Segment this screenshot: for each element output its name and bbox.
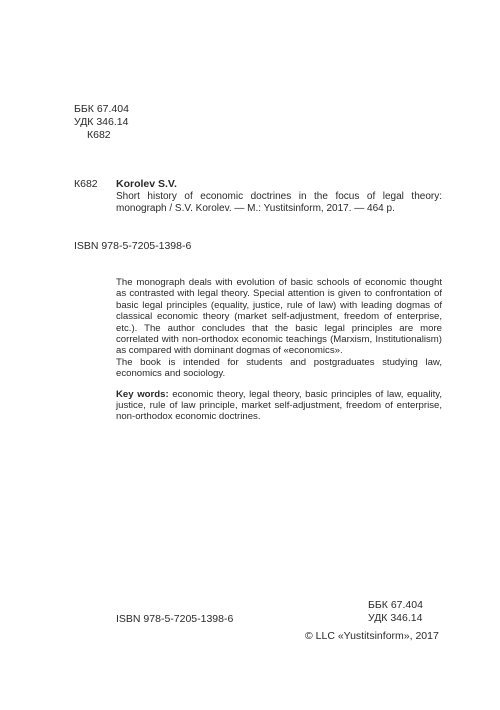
isbn-top: ISBN 978-5-7205-1398-6 [74, 240, 192, 252]
bibliographic-description: Short history of economic doctrines in the focus of legal theory: monograph / S.V. Korolev. — M.: Yustitsinform, 2017. — 464 p. [116, 190, 442, 214]
copyright-notice: © LLC «Yustitsinform», 2017 [305, 630, 439, 642]
udk-code: УДК 346.14 [74, 116, 129, 128]
keywords-text: economic theory, legal theory, basic principles of law, equality, justice, rule of law principle, market self-adjustment, freedom of enterprise, non-orthodox economic doctrines. [116, 388, 442, 423]
author-name: Korolev S.V. [116, 178, 177, 190]
keywords-label: Key words: [116, 388, 169, 400]
abstract-paragraph-1: The monograph deals with evolution of basic schools of economic thought as contrasted with legal theory. Special attention is given to confrontation of basic legal principles (equality, justice, rule of law) with leading dogmas of classical economic theory (market self-adjustment, freedom of enterprise, etc.). The author concludes that the basic legal principles are more correlated with non-orthodox economic teachings (Marxism, Institutionalism) as compared with dominant dogmas of «economics». [116, 277, 442, 357]
isbn-bottom: ISBN 978-5-7205-1398-6 [116, 613, 234, 625]
author-mark: К682 [87, 129, 111, 141]
classification-block-top [74, 103, 129, 142]
bibliographic-entry [116, 178, 442, 216]
bbk-code-bottom: ББК 67.404 [368, 599, 423, 611]
keywords [116, 389, 442, 423]
abstract [116, 277, 442, 423]
bbk-code: ББК 67.404 [74, 103, 129, 115]
classification-block-bottom [368, 599, 423, 625]
udk-code-bottom: УДК 346.14 [368, 612, 423, 624]
bibliographic-author-mark: К682 [74, 178, 98, 190]
abstract-paragraph-2: The book is intended for students and postgraduates studying law, economics and sociology. [116, 356, 442, 380]
